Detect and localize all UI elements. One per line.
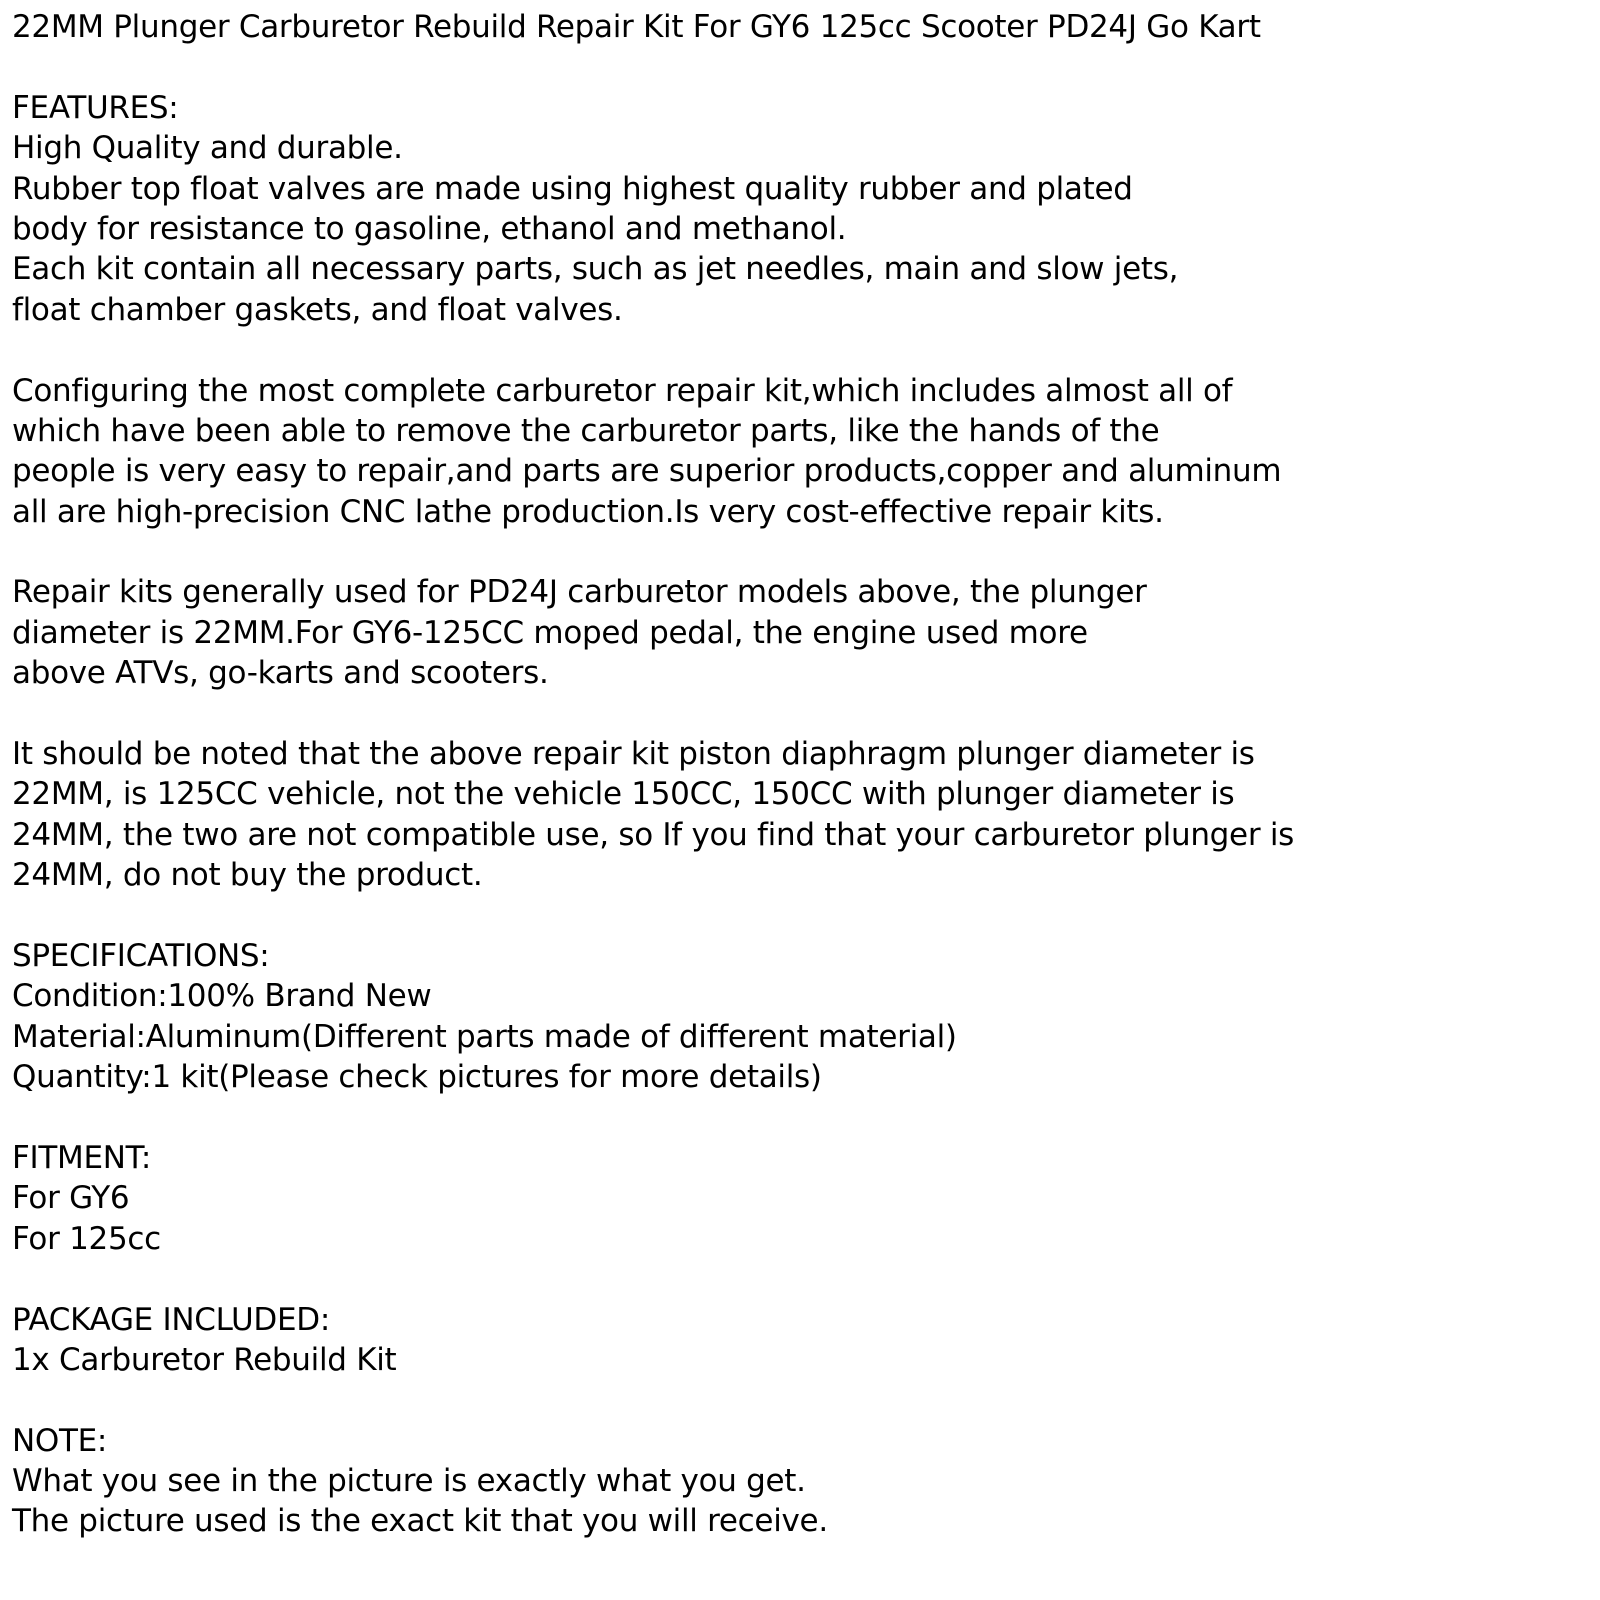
features-line: High Quality and durable.: [12, 130, 403, 167]
note-line: What you see in the picture is exactly what you get.: [12, 1463, 806, 1500]
features-section: [12, 88, 1592, 330]
package-heading: PACKAGE INCLUDED:: [12, 1301, 330, 1338]
product-description-document: [12, 7, 1592, 1542]
paragraph-line: above ATVs, go-karts and scooters.: [12, 655, 549, 692]
spacer: [12, 1259, 1592, 1299]
features-line: float chamber gaskets, and float valves.: [12, 291, 623, 328]
spacer: [12, 47, 1592, 87]
fitment-heading: FITMENT:: [12, 1139, 152, 1176]
fitment-line: For 125cc: [12, 1220, 161, 1257]
package-section: [12, 1300, 1592, 1381]
features-line: Each kit contain all necessary parts, such as jet needles, main and slow jets,: [12, 251, 1179, 288]
spacer: [12, 330, 1592, 370]
paragraph-line: Configuring the most complete carburetor repair kit,which includes almost all of: [12, 372, 1233, 409]
specification-material: Material:Aluminum(Different parts made of different material): [12, 1018, 957, 1055]
fitment-line: For GY6: [12, 1180, 130, 1217]
configuring-paragraph: [12, 371, 1592, 533]
fitment-section: [12, 1138, 1592, 1259]
features-line: body for resistance to gasoline, ethanol and methanol.: [12, 210, 847, 247]
specifications-section: [12, 936, 1592, 1098]
note-heading: NOTE:: [12, 1422, 108, 1459]
paragraph-line: It should be noted that the above repair kit piston diaphragm plunger diameter is: [12, 736, 1255, 773]
features-heading: FEATURES:: [12, 89, 179, 126]
specification-condition: Condition:100% Brand New: [12, 978, 432, 1015]
spacer: [12, 694, 1592, 734]
specification-quantity: Quantity:1 kit(Please check pictures for more details): [12, 1059, 822, 1096]
spacer: [12, 1098, 1592, 1138]
package-line: 1x Carburetor Rebuild Kit: [12, 1341, 397, 1378]
paragraph-line: 24MM, do not buy the product.: [12, 857, 483, 894]
paragraph-line: all are high-precision CNC lathe production.Is very cost-effective repair kits.: [12, 493, 1164, 530]
document-title: 22MM Plunger Carburetor Rebuild Repair Kit For GY6 125cc Scooter PD24J Go Kart: [12, 9, 1261, 45]
note-line: The picture used is the exact kit that you will receive.: [12, 1503, 828, 1540]
paragraph-line: which have been able to remove the carburetor parts, like the hands of the: [12, 412, 1160, 449]
paragraph-line: Repair kits generally used for PD24J carburetor models above, the plunger: [12, 574, 1147, 611]
spacer: [12, 532, 1592, 572]
paragraph-line: people is very easy to repair,and parts are superior products,copper and aluminum: [12, 453, 1282, 490]
features-line: Rubber top float valves are made using highest quality rubber and plated: [12, 170, 1133, 207]
paragraph-line: 22MM, is 125CC vehicle, not the vehicle 150CC, 150CC with plunger diameter is: [12, 776, 1235, 813]
repair-kits-paragraph: [12, 572, 1592, 693]
note-section: [12, 1421, 1592, 1542]
paragraph-line: 24MM, the two are not compatible use, so If you find that your carburetor plunger is: [12, 816, 1294, 853]
paragraph-line: diameter is 22MM.For GY6-125CC moped pedal, the engine used more: [12, 614, 1088, 651]
spacer: [12, 1380, 1592, 1420]
specifications-heading: SPECIFICATIONS:: [12, 937, 270, 974]
spacer: [12, 896, 1592, 936]
compatibility-note-paragraph: [12, 734, 1592, 896]
